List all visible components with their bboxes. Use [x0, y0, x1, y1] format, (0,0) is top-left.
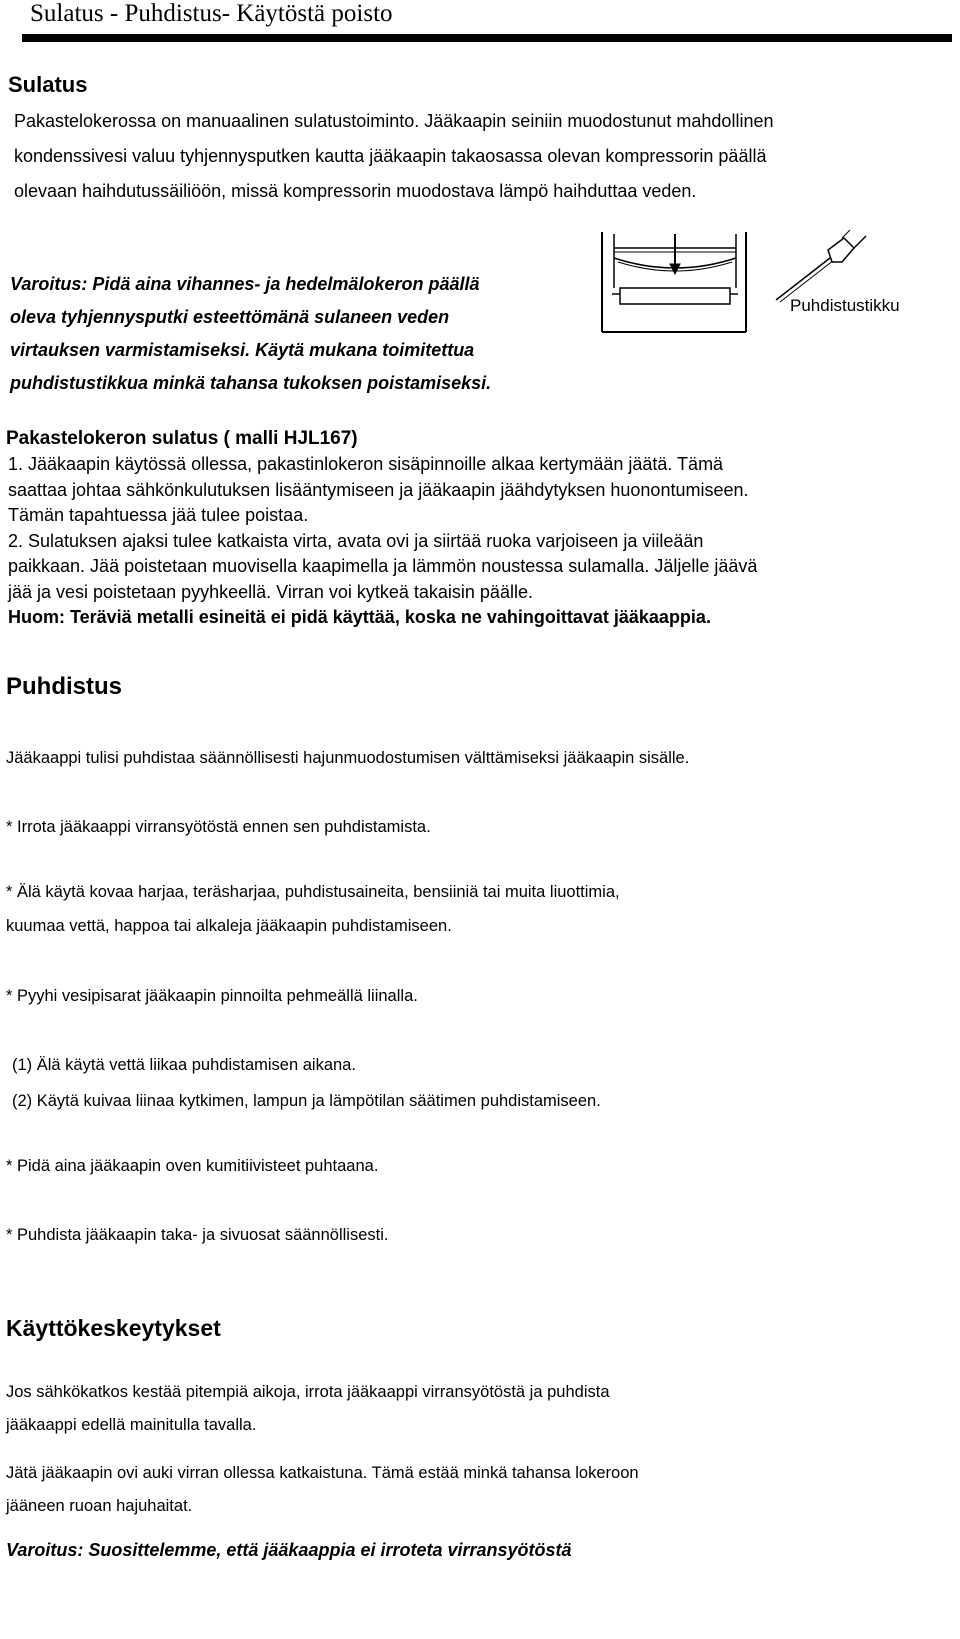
defrost-line-3: Tämän tapahtuessa jää tulee poistaa.: [8, 505, 309, 525]
warning-line-3: virtauksen varmistamiseksi. Käytä mukana toimitettua: [10, 340, 475, 360]
warning-line-2: oleva tyhjennysputki esteettömänä sulaneen veden: [10, 307, 450, 327]
figure-label: Puhdistustikku: [790, 296, 900, 315]
sulatus-line-3: olevaan haihdutussäiliöön, missä kompressorin muodostava lämpö haihduttaa veden.: [14, 181, 697, 201]
puhdistus-sub-1: (1) Älä käytä vettä liikaa puhdistamisen aikana.: [12, 1056, 356, 1074]
page-header-title: Sulatus - Puhdistus- Käytöstä poisto: [30, 0, 393, 27]
crisper-drawer: [620, 288, 730, 304]
defrost-line-4: 2. Sulatuksen ajaksi tulee katkaista virta, avata ovi ja siirtää ruoka varjoiseen ja viileään: [8, 530, 704, 551]
defrost-line-5: paikkaan. Jää poistetaan muovisella kaapimella ja lämmön noustessa sulamalla. Jäljelle jäävä: [8, 556, 758, 576]
puhdistus-item-5: * Puhdista jääkaapin taka- ja sivuosat säännöllisesti.: [6, 1226, 389, 1244]
puhdistus-item-4: * Pidä aina jääkaapin oven kumitiivisteet puhtaana.: [6, 1157, 379, 1175]
cleaning-stick-shaft: [776, 258, 830, 300]
puhdistus-item-1: * Irrota jääkaappi virransyötöstä ennen sen puhdistamista.: [6, 818, 431, 836]
sulatus-line-2: kondenssivesi valuu tyhjennysputken kautta jääkaapin takaosassa olevan kompressorin päällä: [14, 146, 767, 166]
kayttokeskeytykset-warning: Varoitus: Suosittelemme, että jääkaappia ei irroteta virransyötöstä: [6, 1540, 572, 1560]
section-heading-sulatus: Sulatus: [8, 72, 88, 97]
header-divider: [22, 34, 952, 42]
sulatus-warning: [10, 268, 491, 400]
defrost-line-2: saattaa johtaa sähkönkulutuksen lisääntymiseen ja jääkaapin jäähdytyksen huonontumiseen.: [8, 479, 749, 500]
puhdistus-item-2-line-1: * Älä käytä kovaa harjaa, teräsharjaa, puhdistusaineita, bensiiniä tai muita liuottimia,: [6, 883, 620, 901]
kayttokeskeytykset-p1-line-2: jääkaappi edellä mainitulla tavalla.: [6, 1416, 257, 1434]
defrost-paragraph: [8, 452, 757, 631]
puhdistus-item-2-line-2: kuumaa vettä, happoa tai alkaleja jääkaapin puhdistamiseen.: [6, 917, 452, 935]
cleaning-stick-head: [828, 238, 854, 262]
kayttokeskeytykset-p2-line-1: Jätä jääkaapin ovi auki virran ollessa katkaistuna. Tämä estää minkä tahansa lokeroon: [6, 1464, 639, 1482]
sulatus-paragraph: [14, 104, 773, 209]
warning-line-4: puhdistustikkua minkä tahansa tukoksen poistamiseksi.: [10, 373, 492, 393]
warning-line-1: Varoitus: Pidä aina vihannes- ja hedelmälokeron päällä: [10, 274, 480, 294]
sulatus-line-1: Pakastelokerossa on manuaalinen sulatustoiminto. Jääkaapin seiniin muodostunut mahdollinen: [14, 111, 774, 131]
puhdistus-item-3: * Pyyhi vesipisarat jääkaapin pinnoilta pehmeällä liinalla.: [6, 987, 418, 1005]
puhdistus-sub-2: (2) Käytä kuivaa liinaa kytkimen, lampun ja lämpötilan säätimen puhdistamiseen.: [12, 1092, 601, 1110]
puhdistus-intro: Jääkaappi tulisi puhdistaa säännöllisesti hajunmuodostumisen välttämiseksi jääkaapin sisälle.: [6, 749, 690, 767]
defrost-line-1: 1. Jääkaapin käytössä ollessa, pakastinlokeron sisäpinnoille alkaa kertymään jäätä. Tämä: [8, 454, 724, 474]
fridge-drain-illustration-icon: [598, 228, 960, 348]
kayttokeskeytykset-p1-line-1: Jos sähkökatkos kestää pitempiä aikoja, irrota jääkaappi virransyötöstä ja puhdista: [6, 1383, 610, 1401]
kayttokeskeytykset-p2-line-2: jääneen ruoan hajuhaitat.: [6, 1497, 193, 1515]
defrost-note: Huom: Teräviä metalli esineitä ei pidä käyttää, koska ne vahingoittavat jääkaappia.: [8, 607, 711, 627]
defrost-heading: Pakastelokeron sulatus ( malli HJL167): [6, 428, 358, 449]
section-heading-puhdistus: Puhdistus: [6, 673, 123, 700]
section-heading-kayttokeskeytykset: Käyttökeskeytykset: [6, 1315, 221, 1341]
defrost-line-6: jää ja vesi poistetaan pyyhkeellä. Virran voi kytkeä takaisin päälle.: [8, 581, 533, 602]
